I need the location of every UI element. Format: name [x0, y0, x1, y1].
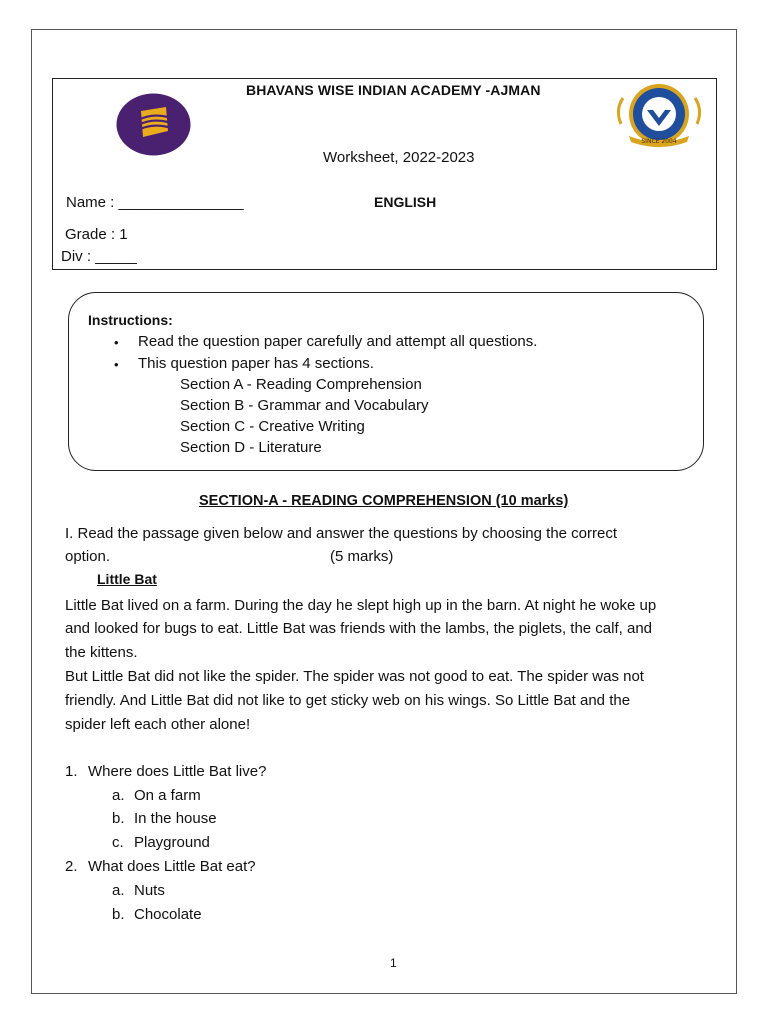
question-number: 1.	[65, 763, 78, 780]
option-letter: a.	[112, 787, 125, 804]
option-text: On a farm	[134, 787, 201, 804]
worksheet-title: Worksheet, 2022-2023	[323, 149, 475, 166]
section-list-item: Section C - Creative Writing	[180, 418, 365, 435]
option-letter: c.	[112, 834, 124, 851]
question-number: 2.	[65, 858, 78, 875]
school-name: BHAVANS WISE INDIAN ACADEMY -AJMAN	[246, 82, 541, 98]
option-letter: b.	[112, 810, 125, 827]
division-field: Div : _____	[61, 248, 137, 265]
option-text: Chocolate	[134, 906, 202, 923]
passage-line: Little Bat lived on a farm. During the day he slept high up in the barn. At night he woke up	[65, 597, 657, 614]
option-letter: a.	[112, 882, 125, 899]
passage-line: friendly. And Little Bat did not like to get sticky web on his wings. So Little Bat and the	[65, 692, 631, 709]
question-instruction-cont: option.	[65, 548, 111, 565]
passage-line: spider left each other alone!	[65, 716, 251, 733]
passage-title: Little Bat	[97, 571, 157, 587]
passage-line: and looked for bugs to eat. Little Bat was friends with the lambs, the piglets, the calf, and	[65, 620, 653, 637]
option-text: Nuts	[134, 882, 165, 899]
school-logo-right	[613, 80, 705, 152]
question-text: Where does Little Bat live?	[88, 763, 267, 780]
subject-label: ENGLISH	[374, 194, 437, 210]
option-text: Playground	[134, 834, 210, 851]
question-text: What does Little Bat eat?	[88, 858, 256, 875]
page-number: 1	[390, 956, 397, 970]
instructions-title: Instructions:	[88, 312, 173, 328]
bullet-icon: •	[114, 357, 119, 372]
section-list-item: Section B - Grammar and Vocabulary	[180, 397, 429, 414]
name-field: Name : _______________	[66, 194, 244, 211]
question-instruction: I. Read the passage given below and answer the questions by choosing the correct	[65, 525, 618, 542]
passage-line: the kittens.	[65, 644, 138, 661]
section-list-item: Section D - Literature	[180, 439, 322, 456]
grade-field: Grade : 1	[65, 226, 128, 243]
marks-label: (5 marks)	[330, 548, 394, 565]
section-list-item: Section A - Reading Comprehension	[180, 376, 422, 393]
instruction-item: This question paper has 4 sections.	[138, 355, 374, 372]
option-text: In the house	[134, 810, 217, 827]
school-logo-left	[116, 93, 191, 156]
passage-line: But Little Bat did not like the spider. The spider was not good to eat. The spider was not	[65, 668, 644, 685]
right-logo-text: SINCE 2004	[641, 138, 677, 145]
option-letter: b.	[112, 906, 125, 923]
bullet-icon: •	[114, 335, 119, 350]
instruction-item: Read the question paper carefully and attempt all questions.	[138, 333, 538, 350]
section-a-heading: SECTION-A - READING COMPREHENSION (10 marks)	[199, 493, 569, 509]
